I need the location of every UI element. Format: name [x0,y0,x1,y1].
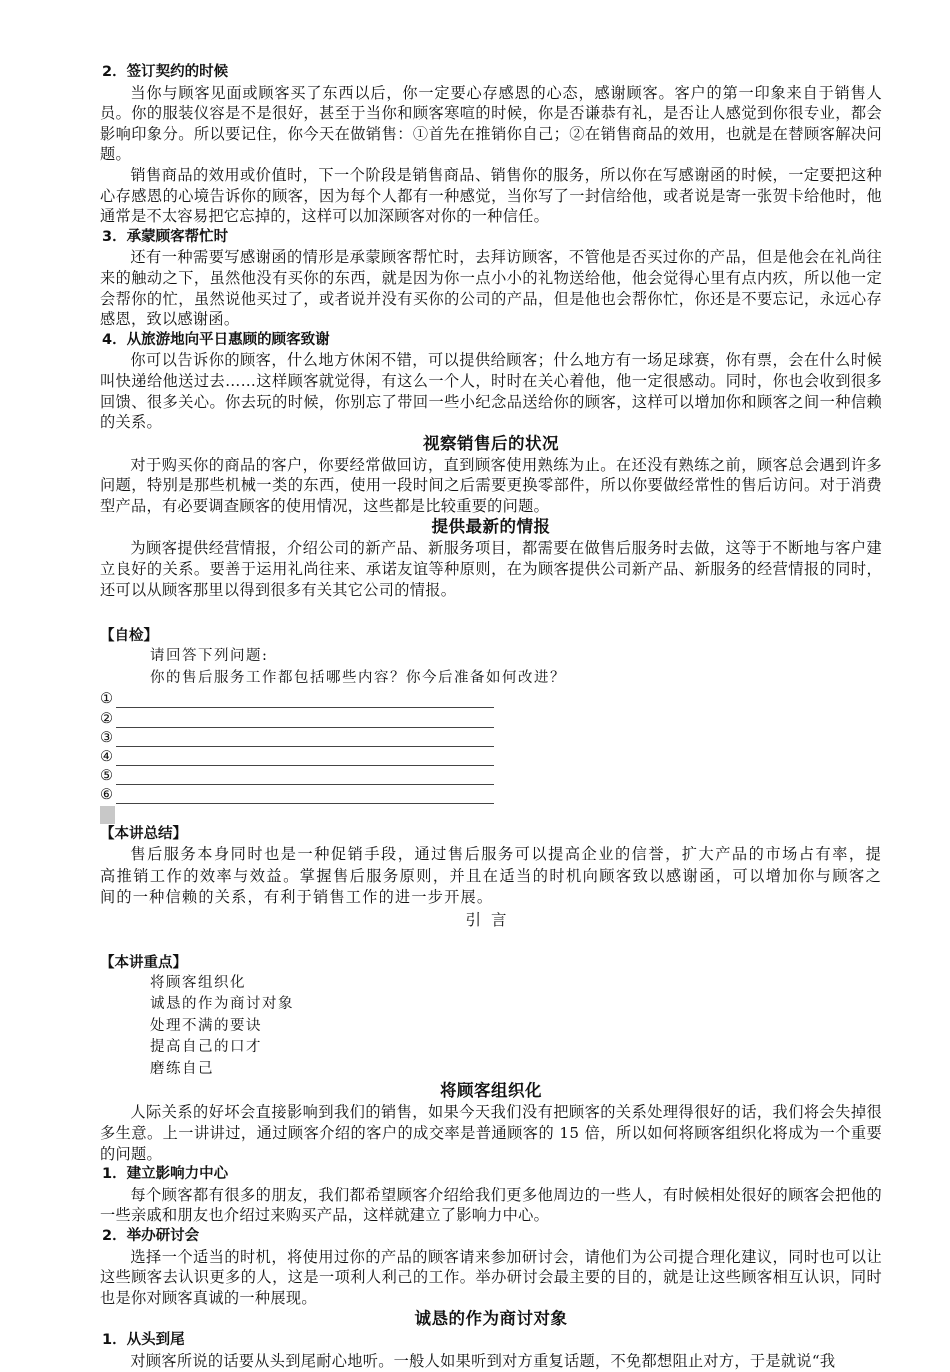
key-point-item: 将顾客组织化 [150,974,246,991]
key-point-item: 诚恳的作为商讨对象 [150,996,294,1013]
answer-number: ④ [100,749,113,765]
text-cursor-highlight [100,806,115,824]
answer-line[interactable] [100,728,882,747]
self-check-question: 你的售后服务工作都包括哪些内容？你今后准备如何改进？ [150,669,566,686]
paragraph: 当你与顾客见面或顾客买了东西以后，你一定要心存感恩的心态，感谢顾客。客户的第一印象来自于销售人员。你的服装仪容是不是很好，甚至于当你和顾客寒喧的时候，你是否谦恭有礼，是否让人感觉到你很专业，都会影响印象分。所以要记住，你今天在做销售：①首先在推销你自己；②在销售商品的效用，也就是在替顾客解决问题。 [100,83,882,164]
intro-title: 引言 [465,910,517,929]
paragraph: 还有一种需要写感谢函的情形是承蒙顾客帮忙时，去拜访顾客，不管他是否买过你的产品，但是他会在礼尚往来的触动之下，虽然他没有买你的东西，就是因为你一点小小的礼物送给他，他会觉得心里有点内疚，所以他一定会帮你的忙，虽然说他买过了，或者说并没有买你的公司的产品，但是他也会帮你忙，你还是不要忘记，永远心存感恩，致以感谢函。 [100,248,882,329]
summary-heading: 【本讲总结】 [100,826,187,843]
answer-line[interactable] [100,766,882,785]
section-title-after-sale-status: 视察销售后的状况 [423,433,559,453]
summary-block [100,824,882,909]
answer-line[interactable] [100,689,882,708]
key-points-heading: 【本讲重点】 [100,954,187,971]
answer-line[interactable] [100,785,882,804]
paragraph: 人际关系的好坏会直接影响到我们的销售，如果今天我们没有把顾客的关系处理得很好的话，我们将会失掉很多生意。上一讲讲过，通过顾客介绍的客户的成交率是普通顾客的 15 倍，所以如何将顾客组织化将成为一个重要的问题。 [100,1103,882,1163]
key-point-item: 磨练自己 [150,1060,214,1077]
subheading-seminar: 2．举办研讨会 [102,1227,200,1244]
paragraph: 对顾客所说的话要从头到尾耐心地听。一般人如果听到对方重复话题，不免都想阻止对方，于是就说“我 [130,1351,836,1370]
answer-number: ⑥ [100,787,113,804]
answer-number: ③ [100,729,113,746]
subheading-from-start-to-end: 1．从头到尾 [102,1332,185,1349]
section-title-sincere-discussion: 诚恳的作为商讨对象 [414,1309,568,1329]
answer-number: ⑤ [100,768,113,785]
document-page [100,62,882,1372]
section-title-latest-info: 提供最新的情报 [431,517,551,537]
answer-line[interactable] [100,708,882,727]
paragraph: 销售商品的效用或价值时，下一个阶段是销售商品、销售你的服务，所以你在写感谢函的时候，一定要把这种心存感恩的心境告诉你的顾客，因为每个人都有一种感觉，当你写了一封信给他，或者说是寄一张贺卡给他时，他通常是不太容易把它忘掉的，这样可以加深顾客对你的一种信任。 [100,165,882,226]
key-point-item: 处理不满的要诀 [150,1017,262,1034]
key-points-block [100,953,882,1081]
paragraph: 选择一个适当的时机，将使用过你的产品的顾客请来参加研讨会，请他们为公司提合理化建议，同时也可以让这些顾客去认识更多的人，这是一项利人利己的工作。举办研讨会最主要的目的，就是让这些顾客相互认识，同时也是你对顾客真诚的一种展现。 [100,1247,882,1307]
summary-text: 售后服务本身同时也是一种促销手段，通过售后服务可以提高企业的信誉，扩大产品的市场占有率，提高推销工作的效率与效益。掌握售后服务原则，并且在适当的时机向顾客致以感谢函，可以增加你与顾客之间的一种信赖的关系，有利于销售工作的进一步开展。 [100,845,882,907]
subheading-influence-center: 1．建立影响力中心 [102,1166,229,1183]
self-check-heading: 【自检】 [100,628,158,645]
key-point-item: 提高自己的口才 [150,1039,262,1056]
self-check-prompt: 请回答下列问题: [150,648,269,665]
answer-number: ① [100,691,113,708]
subheading-customer-help: 3．承蒙顾客帮忙时 [102,228,229,245]
subheading-signing-contract: 2．签订契约的时候 [102,64,229,80]
paragraph: 每个顾客都有很多的朋友，我们都希望顾客介绍给我们更多他周边的一些人，有时候相处很好的顾客会把他的一些亲戚和朋友也介绍过来购买产品，这样就建立了影响力中心。 [100,1185,882,1225]
section-title-organize-customers: 将顾客组织化 [440,1081,542,1101]
self-check-block [100,626,882,824]
paragraph: 你可以告诉你的顾客，什么地方休闲不错，可以提供给顾客；什么地方有一场足球赛，你有票，会在什么时候叫快递给他送过去……这样顾客就觉得，有这么一个人，时时在关心着他，他一定很感动。同时，你也会收到很多回馈、很多关心。你去玩的时候，你别忘了带回一些小纪念品送给你的顾客，这样可以增加你和顾客之间一种信赖的关系。 [100,351,882,432]
paragraph: 为顾客提供经营情报，介绍公司的新产品、新服务项目，都需要在做售后服务时去做，这等于不断地与客户建立良好的关系。要善于运用礼尚往来、承诺友谊等种原则，在为顾客提供公司新产品、新服务的经营情报的同时，还可以从顾客那里以得到很多有关其它公司的情报。 [100,539,882,599]
answer-line[interactable] [100,747,882,766]
subheading-travel-thanks: 4．从旅游地向平日惠顾的顾客致谢 [102,331,330,348]
paragraph: 对于购买你的商品的客户，你要经常做回访，直到顾客使用熟练为止。在还没有熟练之前，顾客总会遇到许多问题，特别是那些机械一类的东西，使用一段时间之后需要更换零部件，所以你要做经常性的售后访问。对于消费型产品，有必要调查顾客的使用情况，这些都是比较重要的问题。 [100,455,882,515]
answer-number: ② [100,710,113,727]
